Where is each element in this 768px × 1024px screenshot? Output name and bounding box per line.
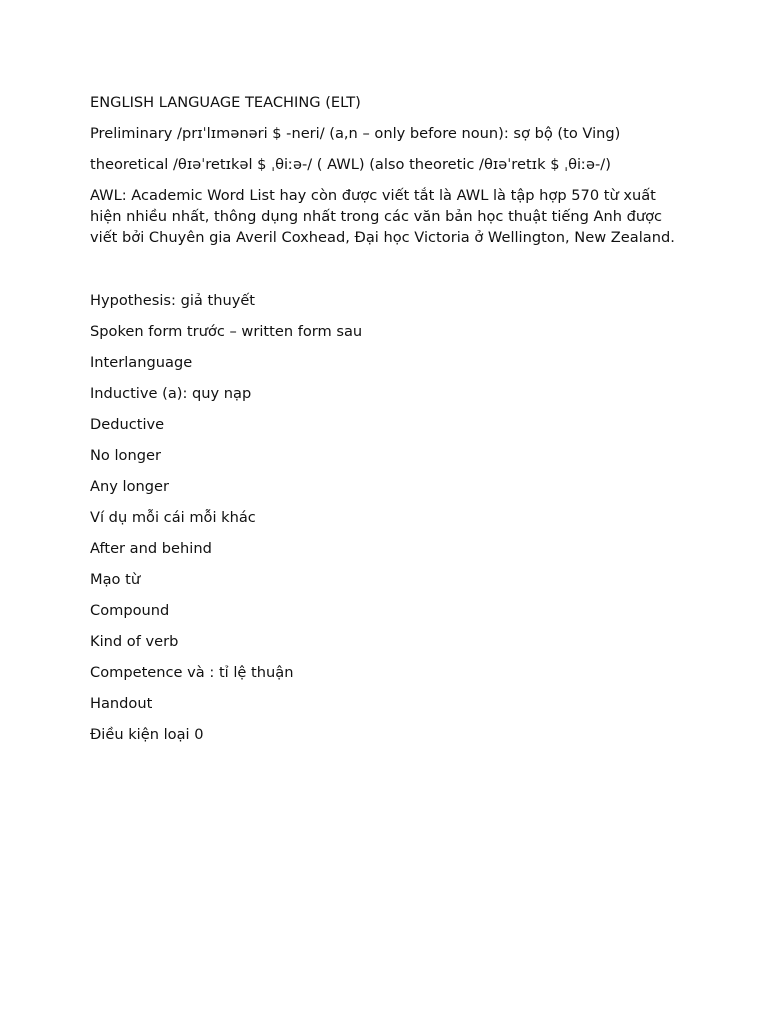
note-item: After and behind [90, 540, 212, 557]
note-item: Kind of verb [90, 633, 179, 650]
note-item: Deductive [90, 416, 165, 433]
note-item: Interlanguage [90, 354, 193, 371]
note-item: Điều kiện loại 0 [90, 726, 204, 743]
note-item: Spoken form trước – written form sau [90, 323, 363, 340]
intro-line-awl: AWL: Academic Word List hay còn được viết tắt là AWL là tập hợp 570 từ xuất hiện nhiều nhất, thông dụng nhất trong các văn bản học thuật tiếng Anh được viết bởi Chuyên gia Averil Coxhead, Đại học Victoria ở Wellington, New Zealand. [90, 187, 675, 246]
note-item: Ví dụ mỗi cái mỗi khác [90, 509, 256, 526]
document-page [90, 92, 690, 755]
note-item: Handout [90, 695, 153, 712]
note-item: Hypothesis: giả thuyết [90, 292, 256, 309]
paragraph-gap [90, 258, 690, 290]
note-item: Inductive (a): quy nạp [90, 385, 252, 402]
intro-line-theoretical: theoretical /θɪəˈretɪkəl $ ˌθiːə-/ ( AWL) (also theoretic /θɪəˈretɪk $ ˌθiːə-/) [90, 156, 611, 173]
note-item: No longer [90, 447, 161, 464]
note-item: Mạo từ [90, 571, 141, 588]
note-item: Compound [90, 602, 170, 619]
note-item: Any longer [90, 478, 169, 495]
intro-line-preliminary: Preliminary /prɪˈlɪmənəri $ -neri/ (a,n – only before noun): sợ bộ (to Ving) [90, 125, 621, 142]
document-title: ENGLISH LANGUAGE TEACHING (ELT) [90, 94, 361, 111]
note-item: Competence và : tỉ lệ thuận [90, 664, 294, 681]
